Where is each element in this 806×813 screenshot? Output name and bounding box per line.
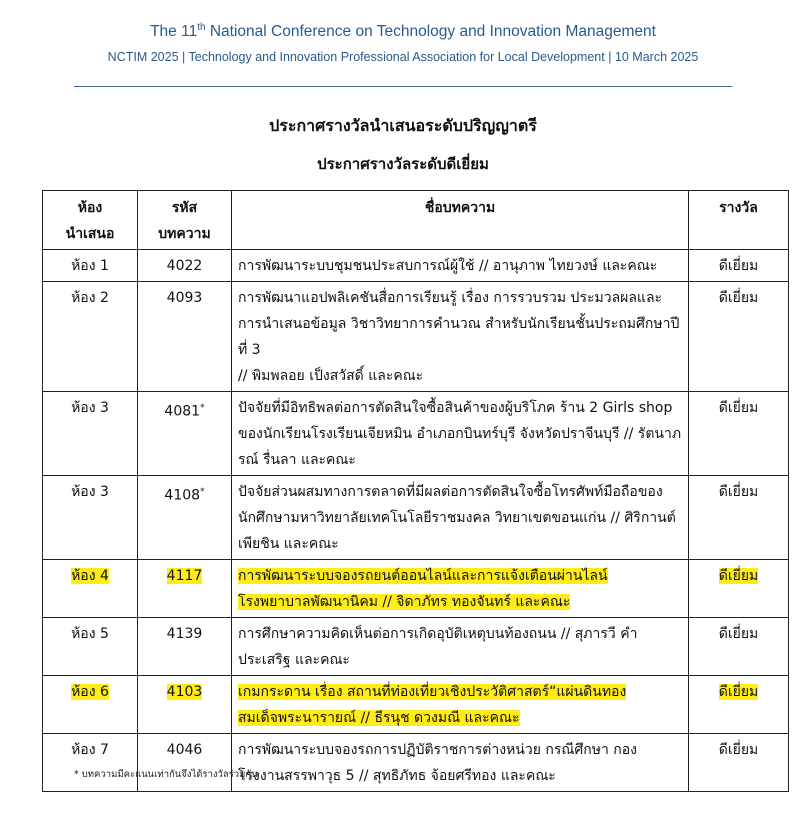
code-cell: 4022 (138, 250, 232, 282)
header-code: รหัส บทความ (138, 191, 232, 250)
tie-marker: * (200, 487, 205, 497)
title-cell: ปัจจัยส่วนผสมทางการตลาดที่มีผลต่อการตัดสินใจซื้อโทรศัพท์มือถือของนักศึกษามหาวิทยาลัยเทคโนโลยีราชมงคล วิทยาเขตขอนแก่น // ศิริกานต์ เพียชิน และคณะ (232, 476, 689, 560)
table-row (43, 476, 789, 560)
table-row-highlighted (43, 560, 789, 618)
award-cell: ดีเยี่ยม (689, 734, 789, 792)
document-subtitle: ประกาศรางวัลระดับดีเยี่ยม (317, 155, 489, 173)
room-cell: ห้อง 3 (43, 476, 138, 560)
title-cell: การพัฒนาแอปพลิเคชันสื่อการเรียนรู้ เรื่อง การรวบรวม ประมวลผลและการนำเสนอข้อมูล วิชาวิทยาการคำนวณ สำหรับนักเรียนชั้นประถมศึกษาปีที่ 3 // พิมพลอย เป็งสวัสดิ์ และคณะ (232, 282, 689, 392)
room-cell: ห้อง 7 (43, 734, 138, 792)
award-cell: ดีเยี่ยม (689, 392, 789, 476)
header-award: รางวัล (689, 191, 789, 250)
award-cell: ดีเยี่ยม (689, 560, 789, 618)
code-cell: 4139 (138, 618, 232, 676)
room-cell: ห้อง 1 (43, 250, 138, 282)
title-cell: การพัฒนาระบบจองรถการปฏิบัติราชการต่างหน่วย กรณีศึกษา กองโรงงานสรรพาวุธ 5 // สุทธิภัทธ จ้อยศรีทอง และคณะ (232, 734, 689, 792)
footnote: * บทความมีคะแนนเท่ากันจึงได้รางวัลร่วมกัน (74, 769, 258, 780)
table-row (43, 392, 789, 476)
awards-table (42, 190, 789, 792)
title-cell: การศึกษาความคิดเห็นต่อการเกิดอุบัติเหตุบนท้องถนน // สุภารวี คำประเสริฐ และคณะ (232, 618, 689, 676)
award-cell: ดีเยี่ยม (689, 476, 789, 560)
room-cell: ห้อง 6 (43, 676, 138, 734)
room-cell: ห้อง 2 (43, 282, 138, 392)
title-cell: การพัฒนาระบบชุมชนประสบการณ์ผู้ใช้ // อานุภาพ ไทยวงษ์ และคณะ (232, 250, 689, 282)
table-row-highlighted (43, 676, 789, 734)
header-title: ชื่อบทความ (232, 191, 689, 250)
code-cell: 4093 (138, 282, 232, 392)
award-cell: ดีเยี่ยม (689, 618, 789, 676)
title-cell: เกมกระดาน เรื่อง สถานที่ท่องเที่ยวเชิงประวัติศาสตร์“แผ่นดินทอง สมเด็จพระนารายณ์ // ธีรนุช ดวงมณี และคณะ (232, 676, 689, 734)
title-cell: การพัฒนาระบบจองรถยนต์ออนไลน์และการแจ้งเตือนผ่านไลน์ โรงพยาบาลพัฒนานิคม // จิดาภัทร ทองจันทร์ และคณะ (232, 560, 689, 618)
title-cell: ปัจจัยที่มีอิทธิพลต่อการตัดสินใจซื้อสินค้าของผู้บริโภค ร้าน 2 Girls shop ของนักเรียนโรงเรียนเจียหมิน อำเภอกบินทร์บุรี จังหวัดปราจีนบุรี // รัตนาภรณ์ รื่นลา และคณะ (232, 392, 689, 476)
table-header-row (43, 191, 789, 250)
code-cell: 4046 (138, 734, 232, 792)
code-cell: 4108* (138, 476, 232, 560)
header-room: ห้อง นำเสนอ (43, 191, 138, 250)
room-cell: ห้อง 4 (43, 560, 138, 618)
code-cell: 4081* (138, 392, 232, 476)
award-cell: ดีเยี่ยม (689, 282, 789, 392)
table-row (43, 282, 789, 392)
award-cell: ดีเยี่ยม (689, 676, 789, 734)
table-row (43, 734, 789, 792)
table-row (43, 250, 789, 282)
document-title: ประกาศรางวัลนำเสนอระดับปริญญาตรี (269, 116, 537, 135)
tie-marker: * (200, 403, 205, 413)
code-cell: 4117 (138, 560, 232, 618)
award-cell: ดีเยี่ยม (689, 250, 789, 282)
code-cell: 4103 (138, 676, 232, 734)
header-divider (74, 86, 732, 87)
conference-title: The 11th National Conference on Technology and Innovation Management (150, 22, 656, 41)
room-cell: ห้อง 5 (43, 618, 138, 676)
table-row (43, 618, 789, 676)
conference-subtitle: NCTIM 2025 | Technology and Innovation Professional Association for Local Development | 10 March 2025 (107, 50, 699, 64)
room-cell: ห้อง 3 (43, 392, 138, 476)
